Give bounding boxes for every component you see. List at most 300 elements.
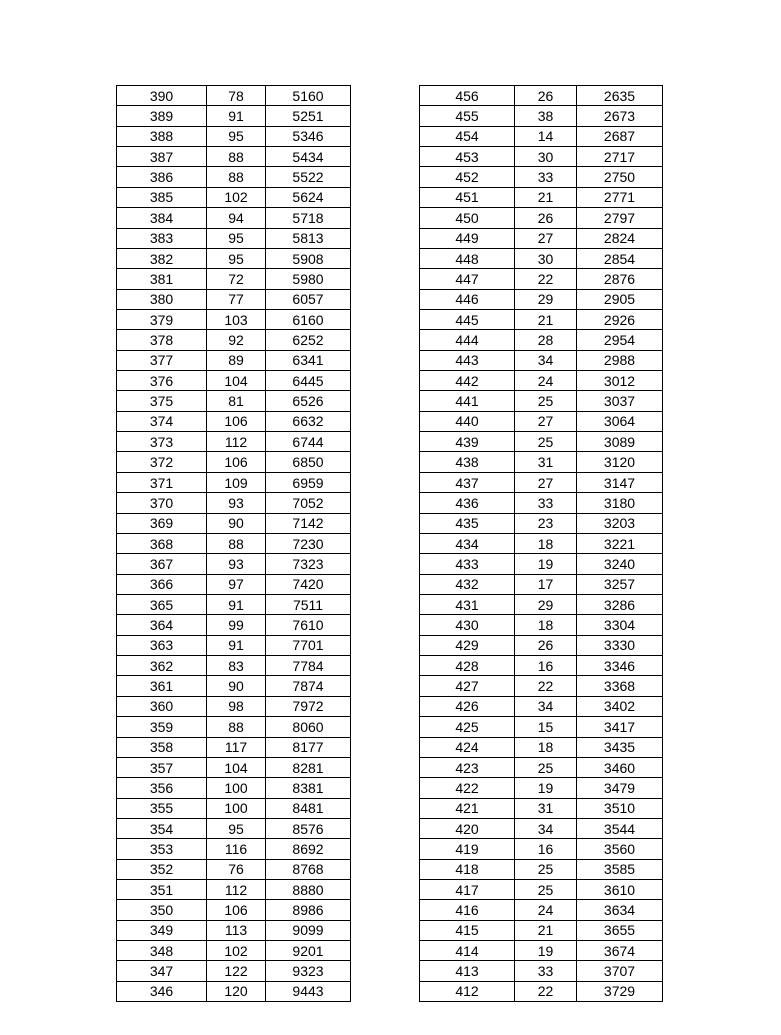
table-cell: 7052 [266,493,351,513]
table-cell: 420 [420,818,515,838]
table-cell: 389 [117,106,207,126]
table-row [117,106,351,126]
table-cell: 89 [207,350,266,370]
table-cell: 29 [515,594,577,614]
table-cell: 109 [207,472,266,492]
table-cell: 26 [515,635,577,655]
table-cell: 444 [420,330,515,350]
table-cell: 3064 [577,411,663,431]
table-cell: 374 [117,411,207,431]
table-cell: 7784 [266,656,351,676]
table-cell: 95 [207,818,266,838]
table-cell: 3012 [577,371,663,391]
table-cell: 384 [117,208,207,228]
table-row [420,635,663,655]
table-cell: 443 [420,350,515,370]
table-cell: 380 [117,289,207,309]
table-cell: 16 [515,839,577,859]
table-cell: 92 [207,330,266,350]
table-cell: 2876 [577,269,663,289]
table-cell: 106 [207,411,266,431]
table-row [117,778,351,798]
table-cell: 3330 [577,635,663,655]
table-cell: 355 [117,798,207,818]
table-cell: 93 [207,554,266,574]
table-row [420,594,663,614]
table-cell: 88 [207,167,266,187]
table-row [117,717,351,737]
table-row [117,737,351,757]
table-cell: 100 [207,778,266,798]
table-cell: 30 [515,248,577,268]
table-row [420,187,663,207]
table-cell: 425 [420,717,515,737]
table-cell: 3435 [577,737,663,757]
table-cell: 439 [420,432,515,452]
table-cell: 98 [207,696,266,716]
table-row [117,432,351,452]
table-row [117,818,351,838]
table-cell: 8281 [266,757,351,777]
table-cell: 90 [207,513,266,533]
table-cell: 14 [515,126,577,146]
table-cell: 22 [515,269,577,289]
table-cell: 383 [117,228,207,248]
table-row [117,391,351,411]
table-cell: 3180 [577,493,663,513]
left-score-table [116,85,351,1002]
table-row [117,147,351,167]
table-cell: 38 [515,106,577,126]
table-cell: 91 [207,635,266,655]
table-row [420,432,663,452]
table-cell: 104 [207,371,266,391]
table-cell: 5434 [266,147,351,167]
table-cell: 31 [515,452,577,472]
table-cell: 91 [207,106,266,126]
table-cell: 6252 [266,330,351,350]
table-cell: 3544 [577,818,663,838]
table-cell: 8880 [266,880,351,900]
table-cell: 3634 [577,900,663,920]
table-cell: 442 [420,371,515,391]
table-cell: 77 [207,289,266,309]
table-row [117,676,351,696]
table-cell: 387 [117,147,207,167]
table-cell: 7701 [266,635,351,655]
right-score-table [419,85,663,1002]
table-row [117,330,351,350]
table-cell: 431 [420,594,515,614]
table-cell: 367 [117,554,207,574]
table-row [117,920,351,940]
table-cell: 3729 [577,981,663,1001]
table-cell: 3402 [577,696,663,716]
table-cell: 6959 [266,472,351,492]
table-cell: 371 [117,472,207,492]
table-cell: 25 [515,391,577,411]
table-row [420,126,663,146]
table-cell: 3479 [577,778,663,798]
table-row [420,309,663,329]
table-cell: 377 [117,350,207,370]
table-row [117,350,351,370]
table-cell: 81 [207,391,266,411]
table-cell: 3257 [577,574,663,594]
table-row [420,350,663,370]
table-row [420,574,663,594]
table-row [420,859,663,879]
table-cell: 5980 [266,269,351,289]
table-row [117,859,351,879]
table-cell: 6341 [266,350,351,370]
table-cell: 26 [515,86,577,106]
table-cell: 412 [420,981,515,1001]
table-cell: 34 [515,696,577,716]
table-cell: 97 [207,574,266,594]
table-cell: 3460 [577,757,663,777]
table-cell: 88 [207,147,266,167]
table-cell: 2750 [577,167,663,187]
table-cell: 416 [420,900,515,920]
table-cell: 2926 [577,309,663,329]
table-row [420,167,663,187]
table-cell: 440 [420,411,515,431]
table-cell: 362 [117,656,207,676]
table-row [117,513,351,533]
table-row [117,228,351,248]
table-cell: 7420 [266,574,351,594]
table-cell: 6744 [266,432,351,452]
table-cell: 26 [515,208,577,228]
table-row [420,676,663,696]
table-cell: 21 [515,309,577,329]
table-cell: 29 [515,289,577,309]
table-cell: 5251 [266,106,351,126]
table-cell: 8177 [266,737,351,757]
table-cell: 22 [515,676,577,696]
table-row [117,208,351,228]
table-cell: 7142 [266,513,351,533]
table-row [420,798,663,818]
table-row [420,533,663,553]
table-cell: 9201 [266,941,351,961]
table-cell: 25 [515,859,577,879]
table-cell: 3560 [577,839,663,859]
table-cell: 91 [207,594,266,614]
table-cell: 437 [420,472,515,492]
table-cell: 373 [117,432,207,452]
table-row [420,86,663,106]
table-cell: 8060 [266,717,351,737]
table-cell: 34 [515,350,577,370]
table-cell: 100 [207,798,266,818]
table-cell: 421 [420,798,515,818]
table-cell: 3037 [577,391,663,411]
table-cell: 418 [420,859,515,879]
table-cell: 353 [117,839,207,859]
table-cell: 106 [207,900,266,920]
table-row [117,126,351,146]
table-cell: 6057 [266,289,351,309]
table-cell: 5522 [266,167,351,187]
table-cell: 24 [515,900,577,920]
table-cell: 117 [207,737,266,757]
table-row [117,371,351,391]
table-cell: 3510 [577,798,663,818]
table-row [420,493,663,513]
table-cell: 346 [117,981,207,1001]
table-cell: 349 [117,920,207,940]
table-row [117,269,351,289]
table-row [117,961,351,981]
table-row [420,411,663,431]
table-cell: 429 [420,635,515,655]
table-row [420,920,663,940]
table-cell: 359 [117,717,207,737]
table-row [420,900,663,920]
table-cell: 95 [207,228,266,248]
table-cell: 5624 [266,187,351,207]
table-cell: 455 [420,106,515,126]
table-cell: 2673 [577,106,663,126]
table-cell: 25 [515,757,577,777]
table-cell: 3221 [577,533,663,553]
table-cell: 99 [207,615,266,635]
table-cell: 3368 [577,676,663,696]
table-cell: 19 [515,778,577,798]
right-table-body [420,86,663,1002]
table-cell: 113 [207,920,266,940]
table-cell: 5718 [266,208,351,228]
table-cell: 9099 [266,920,351,940]
table-cell: 90 [207,676,266,696]
table-row [117,452,351,472]
table-cell: 3346 [577,656,663,676]
table-cell: 360 [117,696,207,716]
table-row [117,941,351,961]
table-row [117,594,351,614]
table-cell: 357 [117,757,207,777]
table-cell: 347 [117,961,207,981]
table-cell: 369 [117,513,207,533]
table-row [117,309,351,329]
table-row [420,737,663,757]
table-cell: 413 [420,961,515,981]
table-cell: 30 [515,147,577,167]
table-cell: 414 [420,941,515,961]
table-row [420,717,663,737]
table-cell: 28 [515,330,577,350]
table-row [420,757,663,777]
table-row [420,330,663,350]
table-row [420,208,663,228]
table-cell: 25 [515,880,577,900]
table-cell: 365 [117,594,207,614]
left-table-body [117,86,351,1002]
table-cell: 31 [515,798,577,818]
table-cell: 449 [420,228,515,248]
table-cell: 3304 [577,615,663,635]
table-cell: 350 [117,900,207,920]
table-row [420,696,663,716]
table-row [117,493,351,513]
table-cell: 8692 [266,839,351,859]
table-cell: 427 [420,676,515,696]
table-cell: 450 [420,208,515,228]
table-row [420,818,663,838]
table-row [117,411,351,431]
table-cell: 3655 [577,920,663,940]
table-cell: 6850 [266,452,351,472]
table-cell: 7972 [266,696,351,716]
table-cell: 426 [420,696,515,716]
table-cell: 104 [207,757,266,777]
table-cell: 366 [117,574,207,594]
table-cell: 9323 [266,961,351,981]
table-cell: 5908 [266,248,351,268]
table-cell: 6160 [266,309,351,329]
table-cell: 3707 [577,961,663,981]
table-cell: 88 [207,717,266,737]
table-cell: 5160 [266,86,351,106]
table-cell: 6632 [266,411,351,431]
table-cell: 3240 [577,554,663,574]
table-row [117,167,351,187]
table-cell: 423 [420,757,515,777]
table-cell: 361 [117,676,207,696]
table-cell: 5813 [266,228,351,248]
table-row [420,554,663,574]
table-cell: 95 [207,248,266,268]
table-cell: 76 [207,859,266,879]
table-cell: 415 [420,920,515,940]
table-row [420,452,663,472]
table-row [117,696,351,716]
table-cell: 438 [420,452,515,472]
table-row [117,615,351,635]
table-cell: 376 [117,371,207,391]
table-cell: 2635 [577,86,663,106]
table-row [420,839,663,859]
table-cell: 25 [515,432,577,452]
table-cell: 364 [117,615,207,635]
table-cell: 17 [515,574,577,594]
table-row [117,574,351,594]
table-row [117,289,351,309]
table-cell: 435 [420,513,515,533]
table-row [117,900,351,920]
table-cell: 3089 [577,432,663,452]
table-cell: 7610 [266,615,351,635]
table-cell: 88 [207,533,266,553]
table-cell: 456 [420,86,515,106]
table-row [420,615,663,635]
table-row [420,248,663,268]
table-cell: 453 [420,147,515,167]
table-cell: 15 [515,717,577,737]
table-cell: 72 [207,269,266,289]
table-cell: 428 [420,656,515,676]
table-cell: 446 [420,289,515,309]
table-cell: 122 [207,961,266,981]
table-row [420,106,663,126]
table-cell: 95 [207,126,266,146]
table-row [117,880,351,900]
table-row [117,839,351,859]
table-cell: 2905 [577,289,663,309]
table-cell: 375 [117,391,207,411]
table-cell: 3610 [577,880,663,900]
table-cell: 8576 [266,818,351,838]
table-cell: 33 [515,493,577,513]
table-cell: 354 [117,818,207,838]
table-cell: 8986 [266,900,351,920]
table-cell: 390 [117,86,207,106]
table-cell: 102 [207,941,266,961]
table-cell: 103 [207,309,266,329]
table-cell: 19 [515,941,577,961]
table-cell: 363 [117,635,207,655]
table-row [117,187,351,207]
table-cell: 27 [515,411,577,431]
table-cell: 451 [420,187,515,207]
table-cell: 2854 [577,248,663,268]
table-cell: 18 [515,737,577,757]
table-cell: 385 [117,187,207,207]
table-row [420,228,663,248]
table-cell: 3203 [577,513,663,533]
table-cell: 16 [515,656,577,676]
table-cell: 7874 [266,676,351,696]
table-cell: 433 [420,554,515,574]
table-cell: 358 [117,737,207,757]
table-cell: 441 [420,391,515,411]
table-cell: 112 [207,880,266,900]
table-cell: 378 [117,330,207,350]
table-cell: 27 [515,472,577,492]
table-row [420,472,663,492]
table-cell: 454 [420,126,515,146]
table-cell: 3120 [577,452,663,472]
table-cell: 2717 [577,147,663,167]
table-row [420,147,663,167]
table-cell: 388 [117,126,207,146]
table-cell: 348 [117,941,207,961]
table-cell: 368 [117,533,207,553]
table-cell: 2988 [577,350,663,370]
table-row [117,635,351,655]
table-cell: 27 [515,228,577,248]
table-row [420,391,663,411]
table-cell: 8481 [266,798,351,818]
table-cell: 424 [420,737,515,757]
table-cell: 93 [207,493,266,513]
table-row [117,533,351,553]
table-cell: 379 [117,309,207,329]
table-cell: 7511 [266,594,351,614]
table-cell: 417 [420,880,515,900]
table-row [117,757,351,777]
table-cell: 447 [420,269,515,289]
table-cell: 106 [207,452,266,472]
table-cell: 23 [515,513,577,533]
table-row [420,289,663,309]
table-cell: 2824 [577,228,663,248]
table-cell: 116 [207,839,266,859]
table-cell: 21 [515,920,577,940]
table-cell: 452 [420,167,515,187]
